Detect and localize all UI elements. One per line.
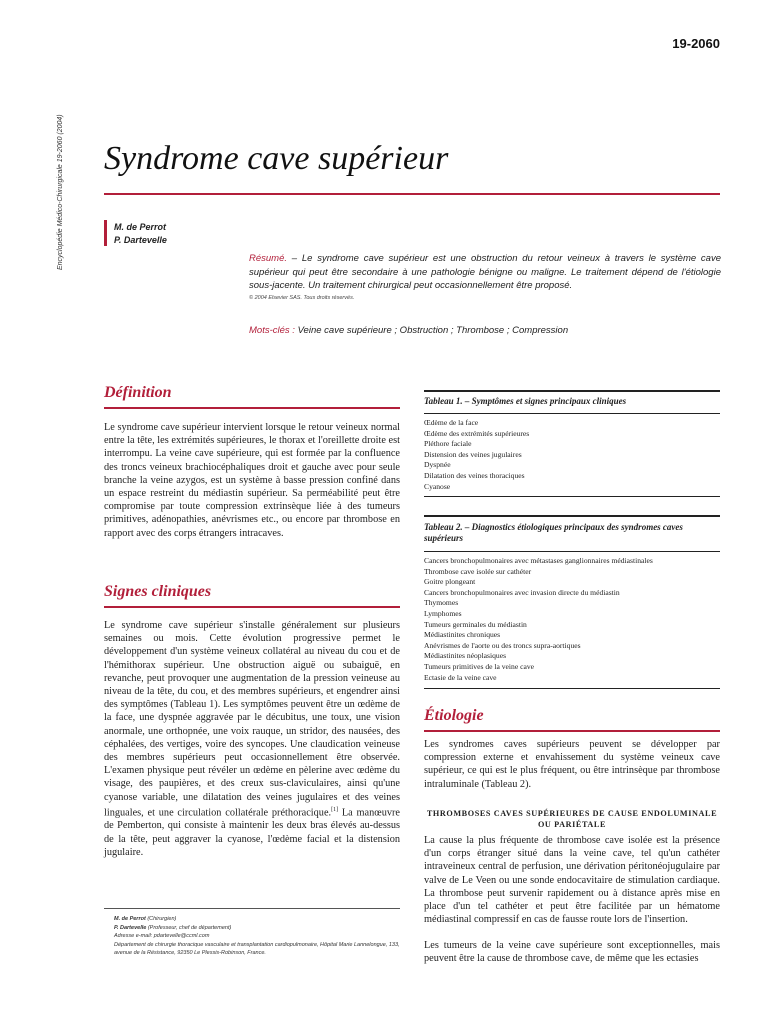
table-row: Pléthore faciale — [424, 439, 472, 449]
footnote-name: M. de Perrot — [114, 916, 146, 922]
etiologie-text: Les syndromes caves supérieurs peuvent se développer par compression externe et envahissement du système veineux cave supérieur, ce qui est le plus fréquent, ou être intrinsèque par thrombose intraluminale (Tableau 2). — [424, 739, 720, 790]
title-rule — [104, 193, 720, 195]
table-row: Médiastinites chroniques — [424, 630, 501, 640]
table-row: Lymphomes — [424, 608, 462, 618]
table2-header-rule — [424, 551, 720, 552]
table-row: Thymomes — [424, 598, 459, 608]
author-bar — [104, 220, 107, 246]
copyright-note: © 2004 Elsevier SAS. Tous droits réservés. — [249, 295, 355, 301]
signes-text: Le syndrome cave supérieur s'installe généralement sur plusieurs semaines ou mois. Cette évolution progressive permet le développement d'un système veineux collatéral au niveau du cou et de l'hémithorax supérieur. Une obstruction aiguë ou subaiguë, en revanche, peut provoquer une augmentation de la pression veineuse au niveau de la tête, du cou, et des membres supérieurs, et engendrer ainsi des symptômes (Tableau 1). Les symptômes peuvent être un œdème de la face, une dyspnée aggravée par le décubitus, une toux, une vision anormale, une orthopnée, une voix rauque, un stridor, des nausées, des céphalées, des vertiges, voire des syncopes. Une claudication veineuse des membres supérieurs peut occasionnellement être observée. L'examen physique peut révéler un œdème en pèlerine avec œdème du visage, des paupières, et des creux sus-claviculaires, ainsi qu'une cyanose variable, une dilatation des veines jugulaires et des veines linguales, et une circulation collatérale préthoracique. — [104, 620, 400, 819]
footnote-name: P. Dartevelle — [114, 924, 147, 931]
keywords-label: Mots-clés : — [249, 325, 295, 336]
table1-top-rule — [424, 390, 720, 392]
table1-caption: Tableau 1. – Symptômes et signes principaux cliniques — [424, 396, 627, 406]
signes-heading: Signes cliniques — [104, 583, 212, 600]
abstract-label: Résumé. — [249, 253, 288, 264]
table-row: Goitre plongeant — [424, 577, 476, 587]
table-row: Distension des veines jugulaires — [424, 449, 522, 459]
author-name: M. de Perrot — [114, 222, 167, 232]
table-row: Cancers bronchopulmonaires avec métastases ganglionnaires médiastinales — [424, 556, 653, 565]
footnote-role: (Chirurgien) — [145, 916, 177, 922]
footnote-email: Adresse e-mail: pdartevelle@ccml.com — [114, 933, 210, 940]
table-row: Cancers bronchopulmonaires avec invasion directe du médiastin — [424, 587, 620, 597]
signes-ref: [1] — [331, 806, 339, 813]
table-row: Cyanose — [424, 481, 451, 491]
table-row: Tumeurs primitives de la veine cave — [424, 661, 535, 671]
author-list — [114, 221, 167, 247]
journal-citation: Encyclopédie Médico-Chirurgicale 19-2060 (2004) — [57, 114, 64, 270]
etiologie-subheading: THROMBOSES CAVES SUPÉRIEURES DE CAUSE ENDOLUMINALE OU PARIÉTALE — [426, 809, 718, 829]
table1-rows — [424, 418, 720, 492]
table-row: Œdème de la face — [424, 418, 479, 427]
definition-rule — [104, 407, 400, 409]
author-name: P. Dartevelle — [114, 235, 167, 245]
keywords-text: Veine cave supérieure ; Obstruction ; Thrombose ; Compression — [294, 325, 569, 336]
document-number: 19-2060 — [672, 36, 720, 51]
footnote-role: (Professeur, chef de département) — [146, 924, 232, 931]
definition-text: Le syndrome cave supérieur intervient lorsque le retour veineux normal entre la tête, les extrémités supérieures, le thorax et l'oreillette droite est interrompu. La veine cave supérieure, qui est formée par la confluence des troncs veineux brachiocéphaliques droit et gauche avec pour seule branche la veine azygos, est un système à basse pression confiné dans un espace restreint du médiastin supérieur. Sa perméabilité peut être compromise par toute compression extrinsèque liée à des tumeurs primitives, adénopathies, anévrismes etc., ou encore par thrombose en rapport avec des corps étrangers intracaves. — [104, 422, 400, 539]
footnote-address: Département de chirurgie thoracique vasculaire et transplantation cardiopulmonaire, Hôpital Marie Lannelongue, 133, avenue de la Résistance, 92350 Le Plessis-Robinson, France. — [114, 941, 400, 957]
signes-paragraph — [104, 619, 400, 859]
signes-rule — [104, 606, 400, 608]
author-footnote — [114, 915, 400, 958]
abstract-text: – Le syndrome cave supérieur est une obstruction du retour veineux à travers le système cave supérieur qui peut être secondaire à une pathologie bénigne ou maligne. Le traitement dépend de l'étiologie sous-jacente. Un traitement chirurgical peut occasionnellement être proposé. — [249, 253, 721, 291]
table-row: Tumeurs germinales du médiastin — [424, 619, 527, 629]
etiologie-rule — [424, 730, 720, 732]
etiologie-text2: La cause la plus fréquente de thrombose cave isolée est la présence d'un corps étranger situé dans la veine cave, tel qu'un cathéter intraveineux central de perfusion, une dérivation péritonéojugulaire par valve de Le Veen ou une sonde endocavitaire de stimulation cardiaque. La thrombose peut survenir rapidement ou à distance après mise en place d'un tel cathéter et peut être facilitée par un hématome médiastinal compressif en cas de fausse route lors de l'insertion. — [424, 835, 720, 926]
table-row: Anévrismes de l'aorte ou des troncs supra-aortiques — [424, 640, 581, 650]
article-title: Syndrome cave supérieur — [104, 140, 449, 177]
table-row: Médiastinites néoplasiques — [424, 651, 507, 661]
keywords — [249, 325, 568, 336]
table-row: Dilatation des veines thoraciques — [424, 470, 525, 480]
table2-top-rule — [424, 515, 720, 517]
signes-text2: La manœuvre de Pemberton, qui consiste à maintenir les deux bras élevés au-dessus de la tête, peut aggraver la cyanose, l'œdème facial et la distension jugulaire. — [104, 807, 400, 858]
table-row: Dyspnée — [424, 460, 451, 470]
abstract — [249, 252, 721, 293]
table1-bottom-rule — [424, 496, 720, 497]
table2-bottom-rule — [424, 688, 720, 689]
table-row: Thrombose cave isolée sur cathéter — [424, 566, 532, 576]
definition-heading: Définition — [104, 384, 172, 401]
table2-rows — [424, 556, 720, 683]
journal-sidebar — [40, 40, 70, 270]
etiologie-text3: Les tumeurs de la veine cave supérieure sont exceptionnelles, mais peuvent être la cause de thrombose cave, de même que les ectasies — [424, 940, 720, 965]
table-row: Œdème des extrémités supérieures — [424, 428, 530, 438]
footnote-rule — [104, 908, 400, 909]
table2-caption: Tableau 2. – Diagnostics étiologiques principaux des syndromes caves supérieurs — [424, 522, 683, 543]
table1-header-rule — [424, 413, 720, 414]
table-row: Ectasie de la veine cave — [424, 672, 497, 682]
etiologie-heading: Étiologie — [424, 707, 484, 724]
